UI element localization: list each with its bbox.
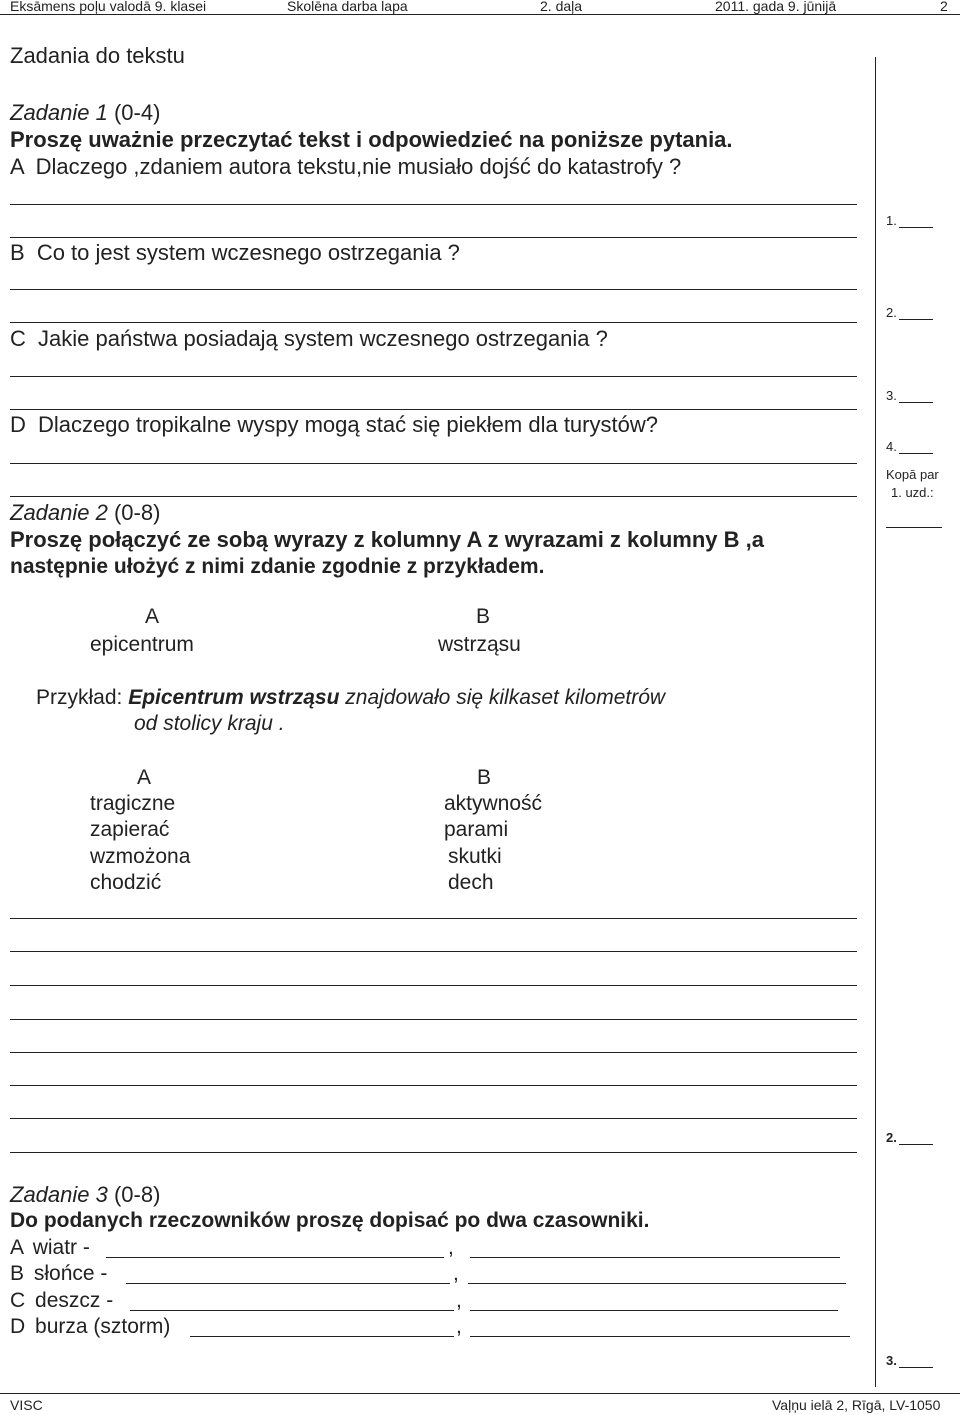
header-exam: Eksāmens poļu valodā 9. klasei [10, 0, 207, 14]
answer-blank[interactable] [126, 1283, 450, 1284]
answer-blank[interactable] [470, 1257, 840, 1258]
example-label: Przykład: [36, 686, 123, 709]
column-a-word: wzmożona [90, 845, 191, 868]
example-word-a: epicentrum [90, 633, 194, 656]
task1-question-d [10, 412, 658, 438]
score-label: 3. [886, 1353, 897, 1368]
answer-line[interactable] [10, 237, 857, 238]
answer-blank[interactable] [130, 1310, 454, 1311]
task3-item-b [10, 1262, 107, 1286]
column-a-head: A [137, 766, 152, 789]
answer-line[interactable] [10, 951, 857, 952]
score-label: 1. [886, 213, 897, 228]
column-b-word: parami [444, 818, 509, 841]
column-b-word: aktywność [444, 792, 543, 815]
task1-instruction: Proszę uważnie przeczytać tekst i odpowiedzieć na poniższe pytania. [10, 127, 733, 152]
score-task3 [886, 1353, 933, 1368]
answer-line[interactable] [10, 376, 857, 377]
score-total-label-line1: Kopā par [886, 467, 939, 482]
example-bold-phrase: Epicentrum wstrząsu [128, 686, 340, 709]
answer-blank[interactable] [468, 1283, 846, 1284]
item-text: wiatr - [32, 1236, 90, 1259]
footer-address: Vaļņu ielā 2, Rīgā, LV-1050 [772, 1397, 941, 1413]
answer-line[interactable] [10, 985, 857, 986]
header-page-number: 2 [940, 0, 948, 14]
score-q2 [886, 305, 933, 320]
task1-points: (0-4) [113, 100, 161, 125]
answer-line[interactable] [10, 496, 857, 497]
task2-label: Zadanie 2 [10, 500, 108, 525]
comma: , [448, 1236, 454, 1259]
example-word-b: wstrząsu [438, 633, 521, 656]
task3-instruction: Do podanych rzeczowników proszę dopisać po dwa czasowniki. [10, 1209, 650, 1232]
header-rule [0, 14, 960, 15]
task3-heading [10, 1182, 160, 1208]
answer-line[interactable] [10, 409, 857, 410]
answer-line[interactable] [10, 322, 857, 323]
answer-line[interactable] [10, 1019, 857, 1020]
answer-blank[interactable] [190, 1336, 454, 1337]
answer-line[interactable] [10, 463, 857, 464]
item-letter: D [10, 1315, 26, 1338]
task2-instruction-line1: Proszę połączyć ze sobą wyrazy z kolumny A z wyrazami z kolumny B ,a [10, 527, 764, 552]
column-b-head: B [477, 766, 492, 789]
score-q4 [886, 439, 933, 454]
item-letter: A [10, 1236, 23, 1259]
task3-item-c [10, 1289, 113, 1313]
example-column-b-head: B [476, 605, 491, 628]
example-sentence [36, 686, 665, 710]
score-blank[interactable] [899, 390, 933, 403]
footer-left: VISC [10, 1397, 43, 1413]
answer-line[interactable] [10, 1052, 857, 1053]
comma: , [456, 1289, 462, 1312]
question-text: Dlaczego tropikalne wyspy mogą stać się piekłem dla turystów? [38, 412, 658, 437]
score-blank[interactable] [899, 1132, 933, 1145]
answer-blank[interactable] [470, 1310, 838, 1311]
score-label: 2. [886, 1130, 897, 1145]
task2-instruction-line2: następnie ułożyć z nimi zdanie zgodnie z przykładem. [10, 555, 545, 578]
answer-blank[interactable] [470, 1336, 850, 1337]
column-a-word: zapierać [90, 818, 170, 841]
example-sentence-line2: od stolicy kraju . [134, 712, 285, 735]
item-text: słońce - [33, 1262, 108, 1285]
task1-question-b [10, 240, 460, 266]
task2-heading [10, 500, 160, 526]
task1-heading [10, 100, 160, 126]
answer-blank[interactable] [106, 1257, 444, 1258]
answer-line[interactable] [10, 1152, 857, 1153]
task3-points: (0-8) [113, 1182, 161, 1207]
score-label: 2. [886, 305, 897, 320]
answer-line[interactable] [10, 918, 857, 919]
task2-points: (0-8) [113, 500, 161, 525]
example-rest: znajdowało się kilkaset kilometrów [345, 686, 666, 709]
score-q1 [886, 213, 933, 228]
comma: , [453, 1262, 459, 1285]
item-letter: B [10, 1262, 25, 1285]
section-title: Zadania do tekstu [10, 43, 185, 68]
footer-rule [0, 1393, 960, 1394]
score-blank[interactable] [899, 307, 933, 320]
task1-label: Zadanie 1 [10, 100, 108, 125]
task1-question-a [10, 154, 681, 180]
score-q3 [886, 388, 933, 403]
column-a-word: chodzić [90, 871, 162, 894]
column-b-word: dech [448, 871, 494, 894]
score-column-divider [875, 57, 876, 1387]
answer-line[interactable] [10, 1118, 857, 1119]
task3-item-a [10, 1236, 90, 1260]
item-text: burza (sztorm) [35, 1315, 171, 1338]
question-text: Jakie państwa posiadają system wczesnego ostrzegania ? [38, 326, 608, 351]
task3-item-d [10, 1315, 170, 1339]
column-a-word: tragiczne [90, 792, 176, 815]
answer-line[interactable] [10, 1085, 857, 1086]
comma: , [456, 1315, 462, 1338]
question-text: Dlaczego ,zdaniem autora tekstu,nie musiało dojść do katastrofy ? [35, 154, 682, 179]
score-label: 3. [886, 388, 897, 403]
score-label: 4. [886, 439, 897, 454]
score-blank[interactable] [899, 1355, 933, 1368]
task3-label: Zadanie 3 [10, 1182, 108, 1207]
question-letter: A [10, 154, 24, 179]
question-letter: B [10, 240, 25, 265]
item-text: deszcz - [35, 1289, 114, 1312]
item-letter: C [10, 1289, 26, 1312]
answer-line[interactable] [10, 204, 857, 205]
header-part: 2. daļa [540, 0, 583, 14]
answer-line[interactable] [10, 289, 857, 290]
score-blank[interactable] [899, 441, 933, 454]
question-text: Co to jest system wczesnego ostrzegania ? [36, 240, 460, 265]
score-total-label-line2: 1. uzd.: [891, 485, 934, 500]
question-letter: D [10, 412, 26, 437]
header-sheet: Skolēna darba lapa [287, 0, 408, 14]
score-blank[interactable] [899, 215, 933, 228]
example-column-a-head: A [145, 605, 160, 628]
column-b-word: skutki [448, 845, 502, 868]
header-date: 2011. gada 9. jūnijā [715, 0, 837, 14]
score-total-blank[interactable] [886, 527, 942, 528]
question-letter: C [10, 326, 26, 351]
task1-question-c [10, 326, 608, 352]
score-task2 [886, 1130, 933, 1145]
